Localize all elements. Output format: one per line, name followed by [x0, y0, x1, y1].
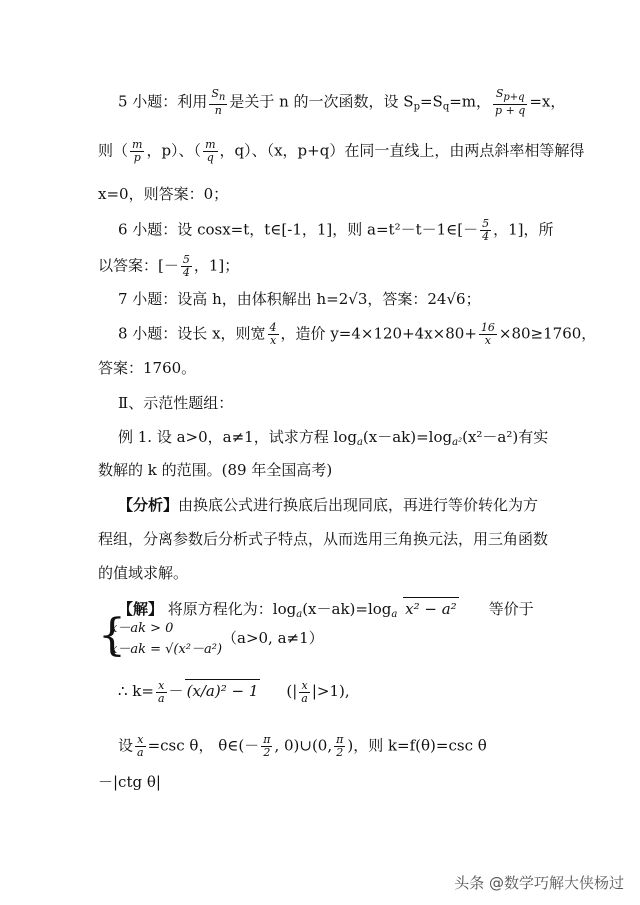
example1-line2: 数解的 k 的范围。(89 年全国高考): [98, 461, 333, 479]
fraction-16-over-x: $\frac{16}{x}$: [480, 321, 495, 347]
q6-line2: 以答案：[－ $\frac{5}{4}$ ，1]；: [98, 253, 240, 279]
sqrt-expression: x² − a²: [403, 597, 459, 620]
fraction-5-over-4: $\frac{5}{4}$: [482, 217, 490, 243]
substitution-line: 设 $\frac{x}{a}$ =csc θ， θ∈(－ $\frac{\pi}{2}$ , 0)∪(0, $\frac{\pi}{2}$ )，则 k=f(θ)=csc θ: [118, 733, 487, 759]
q8-line1: 8 小题：设长 x，则宽 $\frac{4}{x}$ ，造价 y=4×120+4x×80+ $\frac{16}{x}$ ×80≥1760，: [118, 321, 597, 347]
fraction-m-over-q: $\frac{m}{q}$: [205, 138, 216, 164]
brace-icon: {: [98, 610, 126, 661]
fraction-5-over-4-b: $\frac{5}{4}$: [182, 253, 190, 279]
therefore-line: ∴ k= $\frac{x}{a}$ － (x/a)² − 1 (| $\frac{x}{a}$ |>1),: [118, 678, 350, 705]
fraction-x-over-a: $\frac{x}{a}$: [157, 678, 165, 705]
q6-line1: 6 小题：设 cosx=t，t∈[-1，1]，则 a=t²－t－1∈[－ $\frac{5}{4}$ ，1]，所: [118, 217, 554, 243]
q5-line1: 5 小题：利用 $\frac{Sn}{n}$ 是关于 n 的一次函数，设 $S_p=S_q=m$， $\frac{Sp+q}{p + q}$ =x，: [118, 87, 566, 117]
fraction-m-over-p: $\frac{m}{p}$: [132, 138, 143, 164]
solution-line1: 【解】 将原方程化为：$\log_a(x-ak)=\log_a$ x² − a² 等价于: [118, 597, 534, 626]
system-eq-1: x－ak > 0: [110, 621, 174, 636]
fraction-x-over-a-set: $\frac{x}{a}$: [137, 733, 144, 759]
final-line: －|ctg θ|: [98, 773, 161, 791]
section-heading: Ⅱ、示范性题组：: [118, 394, 234, 412]
fraction-pi-over-2: $\frac{\pi}{2}$: [263, 733, 271, 759]
fraction-x-over-a-abs: $\frac{x}{a}$: [301, 678, 308, 705]
fraction-sn-over-n: $\frac{Sn}{n}$: [211, 87, 226, 117]
sqrt-expression-2: (x/a)² − 1: [185, 679, 261, 702]
fraction-pi-over-2-b: $\frac{\pi}{2}$: [336, 733, 344, 759]
q5-line2: 则（ $\frac{m}{p}$ ，p）、（ $\frac{m}{q}$ ，q）、（x，p+q）在同一直线上，由两点斜率相等解得: [98, 138, 585, 164]
solution-tag: 【解】: [118, 600, 164, 618]
example1-line1: 例 1. 设 a>0，a≠1，试求方程 $\log_a(x-ak)=\log_{a^2}(x^2-a^2)$有实: [118, 428, 549, 448]
q7-line: 7 小题：设高 h，由体积解出 h=2√3，答案：24√6；: [118, 290, 481, 308]
fraction-spq-over-pq: $\frac{Sp+q}{p + q}$: [495, 87, 526, 117]
fraction-4-over-x: $\frac{4}{x}$: [269, 321, 277, 347]
q5-line3: x=0，则答案：0；: [98, 185, 229, 203]
watermark: 头条 @数学巧解大侠杨过: [454, 874, 624, 892]
analysis-tag: 【分析】: [118, 496, 179, 514]
analysis-line1: 【分析】由换底公式进行换底后出现同底，再进行等价转化为方: [118, 496, 539, 514]
analysis-line3: 的值域求解。: [98, 564, 189, 582]
system-condition: （a>0, a≠1）: [222, 629, 324, 647]
analysis-line2: 程组，分离参数后分析式子特点，从而选用三角换元法，用三角函数: [98, 530, 549, 548]
q8-line2: 答案：1760。: [98, 359, 197, 377]
system-eq-2: x－ak = √(x²－a²): [110, 642, 223, 657]
